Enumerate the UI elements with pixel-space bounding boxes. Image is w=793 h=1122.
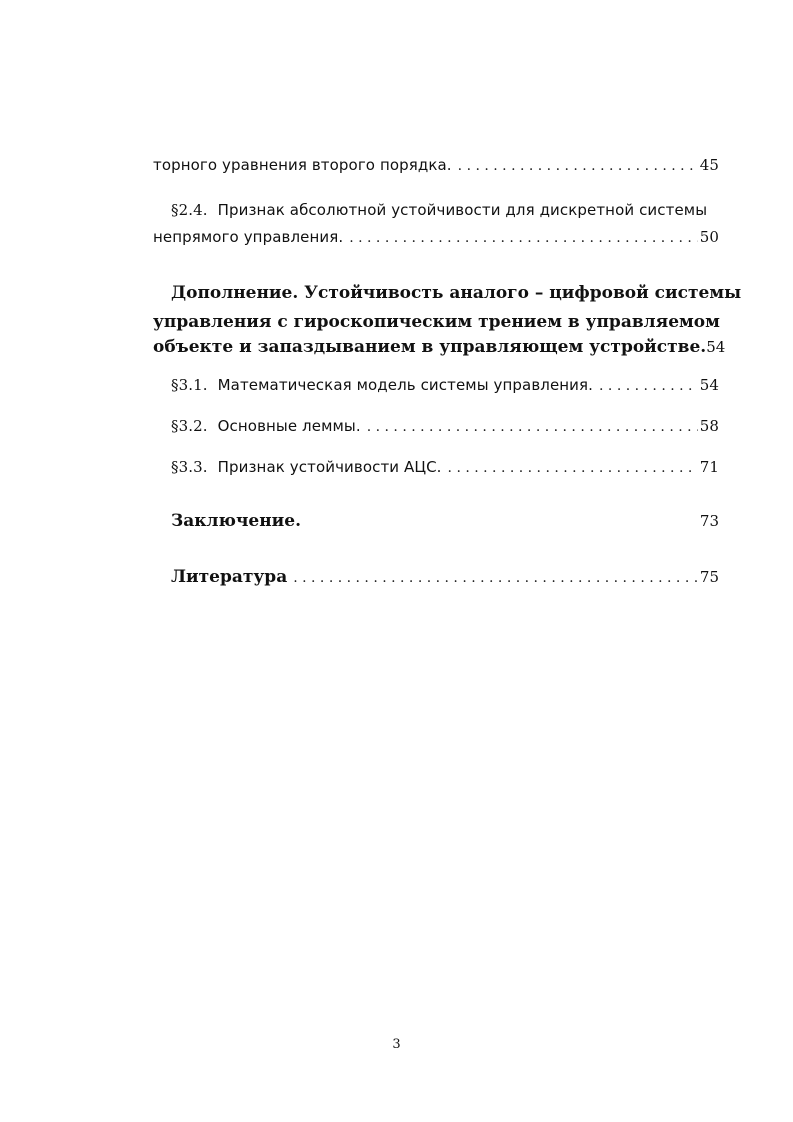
toc-entry-text: Математическая модель системы управления. xyxy=(217,376,594,394)
toc-section-number: §3.2. xyxy=(171,417,208,435)
toc-entry-text: непрямого управления. xyxy=(153,228,344,246)
toc-page-ref: 71 xyxy=(699,458,719,476)
page-number: 3 xyxy=(392,1037,401,1052)
toc-entry-2-3-tail xyxy=(153,156,719,174)
toc-page-ref: 54 xyxy=(699,376,719,394)
dot-leader xyxy=(349,230,697,246)
dot-leader xyxy=(448,460,698,476)
toc-appendix-line3 xyxy=(153,337,726,357)
dot-leader xyxy=(458,158,698,174)
toc-page-ref: 50 xyxy=(699,228,719,246)
toc-entry-text: Признак устойчивости АЦС. xyxy=(217,458,442,476)
toc-entry-text: торного уравнения второго порядка. xyxy=(153,156,452,174)
toc-entry-2-4-line2 xyxy=(153,228,719,246)
toc-page-ref: 75 xyxy=(699,568,719,586)
toc-section-number: §2.4. xyxy=(171,201,208,219)
dot-leader xyxy=(367,419,698,435)
toc-entry-2-4-line1 xyxy=(171,201,719,219)
toc-entry-3-1 xyxy=(171,376,719,394)
toc-entry-text: Литература xyxy=(171,567,288,587)
toc-page-ref: 54 xyxy=(706,338,726,356)
toc-section-number: §3.1. xyxy=(171,376,208,394)
toc-entry-3-2 xyxy=(171,417,719,435)
toc-entry-3-3 xyxy=(171,458,719,476)
appendix-line-1: Дополнение. Устойчивость аналого – цифровой системы xyxy=(171,283,742,303)
toc-entry-text: Заключение. xyxy=(171,511,302,531)
toc-appendix-heading xyxy=(153,279,742,337)
appendix-line-2: управления с гироскопическим трением в управляемом xyxy=(153,312,720,332)
toc-page-ref: 73 xyxy=(699,512,719,530)
toc-section-number: §3.3. xyxy=(171,458,208,476)
dot-leader xyxy=(599,378,698,394)
toc-page-ref: 58 xyxy=(699,417,719,435)
toc-conclusion xyxy=(171,511,719,531)
toc-page-ref: 45 xyxy=(699,156,719,174)
toc-entry-text: Основные леммы. xyxy=(217,417,361,435)
toc-entry-text: Признак абсолютной устойчивости для дискретной системы xyxy=(217,201,708,219)
appendix-line-3: объекте и запаздыванием в управляющем устройстве. xyxy=(153,337,707,357)
dot-leader xyxy=(293,570,698,586)
toc-literature xyxy=(171,567,719,587)
